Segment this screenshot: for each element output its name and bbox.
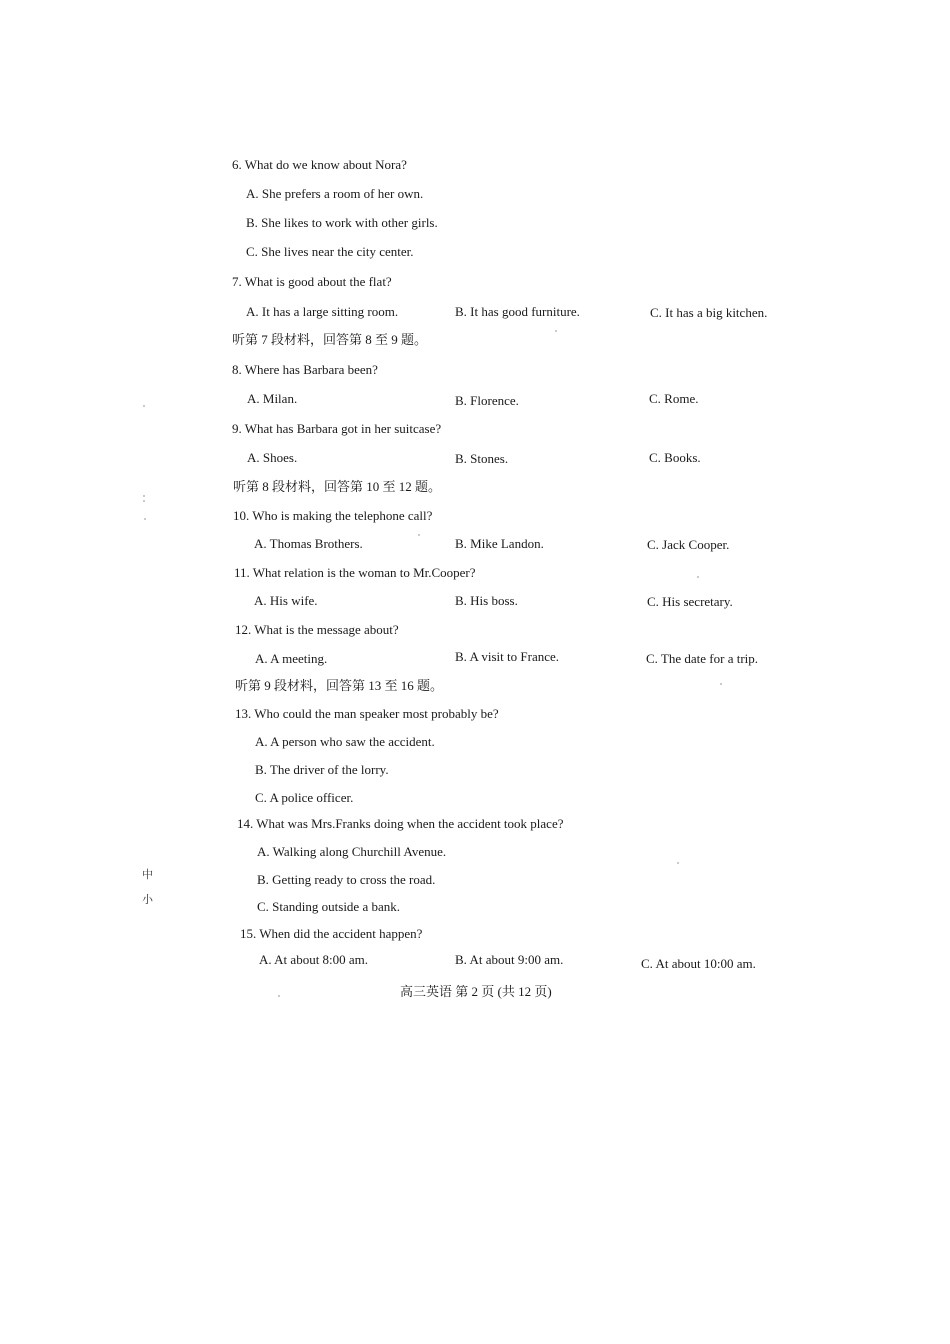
option-12b: B. A visit to France. xyxy=(455,649,559,664)
option-15a: A. At about 8:00 am. xyxy=(259,952,369,967)
scan-speck xyxy=(143,500,145,502)
section-9-instruction: 听第 9 段材料，回答第 13 至 16 题。 xyxy=(235,678,444,693)
option-11b: B. His boss. xyxy=(455,593,518,608)
option-11c: C. His secretary. xyxy=(647,594,733,609)
page-footer: 高三英语 第 2 页 (共 12 页) xyxy=(400,984,552,999)
option-12a: A. A meeting. xyxy=(255,651,328,666)
option-9b: B. Stones. xyxy=(455,451,509,466)
option-13b: B. The driver of the lorry. xyxy=(255,762,389,777)
question-13: 13. Who could the man speaker most probably be? xyxy=(235,706,499,721)
option-11a: A. His wife. xyxy=(254,593,318,608)
option-15b: B. At about 9:00 am. xyxy=(455,952,564,967)
question-10: 10. Who is making the telephone call? xyxy=(233,508,433,523)
scan-speck xyxy=(720,683,722,685)
option-15c: C. At about 10:00 am. xyxy=(641,956,756,971)
margin-mark-1: 中 xyxy=(142,869,153,881)
option-9c: C. Books. xyxy=(649,450,701,465)
question-7: 7. What is good about the flat? xyxy=(232,274,392,289)
option-8a: A. Milan. xyxy=(247,391,298,406)
option-10a: A. Thomas Brothers. xyxy=(254,536,363,551)
option-8b: B. Florence. xyxy=(455,393,519,408)
option-10b: B. Mike Landon. xyxy=(455,536,544,551)
option-6c: C. She lives near the city center. xyxy=(246,244,414,259)
question-11: 11. What relation is the woman to Mr.Cooper? xyxy=(234,565,476,580)
section-8-instruction: 听第 8 段材料，回答第 10 至 12 题。 xyxy=(233,479,442,494)
scan-speck xyxy=(677,862,679,864)
question-6: 6. What do we know about Nora? xyxy=(232,157,407,172)
option-6b: B. She likes to work with other girls. xyxy=(246,215,438,230)
scan-speck xyxy=(697,576,699,578)
option-8c: C. Rome. xyxy=(649,391,699,406)
scan-speck xyxy=(143,495,145,497)
option-7c: C. It has a big kitchen. xyxy=(650,305,768,320)
option-7a: A. It has a large sitting room. xyxy=(246,304,399,319)
option-14b: B. Getting ready to cross the road. xyxy=(257,872,436,887)
option-6a: A. She prefers a room of her own. xyxy=(246,186,424,201)
option-10c: C. Jack Cooper. xyxy=(647,537,730,552)
scan-speck xyxy=(418,534,420,536)
question-12: 12. What is the message about? xyxy=(235,622,399,637)
option-12c: C. The date for a trip. xyxy=(646,651,759,666)
question-15: 15. When did the accident happen? xyxy=(240,926,423,941)
section-7-instruction: 听第 7 段材料，回答第 8 至 9 题。 xyxy=(232,332,428,347)
option-7b: B. It has good furniture. xyxy=(455,304,580,319)
option-14a: A. Walking along Churchill Avenue. xyxy=(257,844,447,859)
option-13a: A. A person who saw the accident. xyxy=(255,734,435,749)
question-9: 9. What has Barbara got in her suitcase? xyxy=(232,421,442,436)
scan-speck xyxy=(143,405,145,407)
option-14c: C. Standing outside a bank. xyxy=(257,899,400,914)
margin-mark-2: 小 xyxy=(142,894,153,906)
option-9a: A. Shoes. xyxy=(247,450,298,465)
question-8: 8. Where has Barbara been? xyxy=(232,362,378,377)
scan-speck xyxy=(555,330,557,332)
question-14: 14. What was Mrs.Franks doing when the accident took place? xyxy=(237,816,564,831)
scan-speck xyxy=(278,995,280,997)
scan-speck xyxy=(144,518,146,520)
option-13c: C. A police officer. xyxy=(255,790,354,805)
